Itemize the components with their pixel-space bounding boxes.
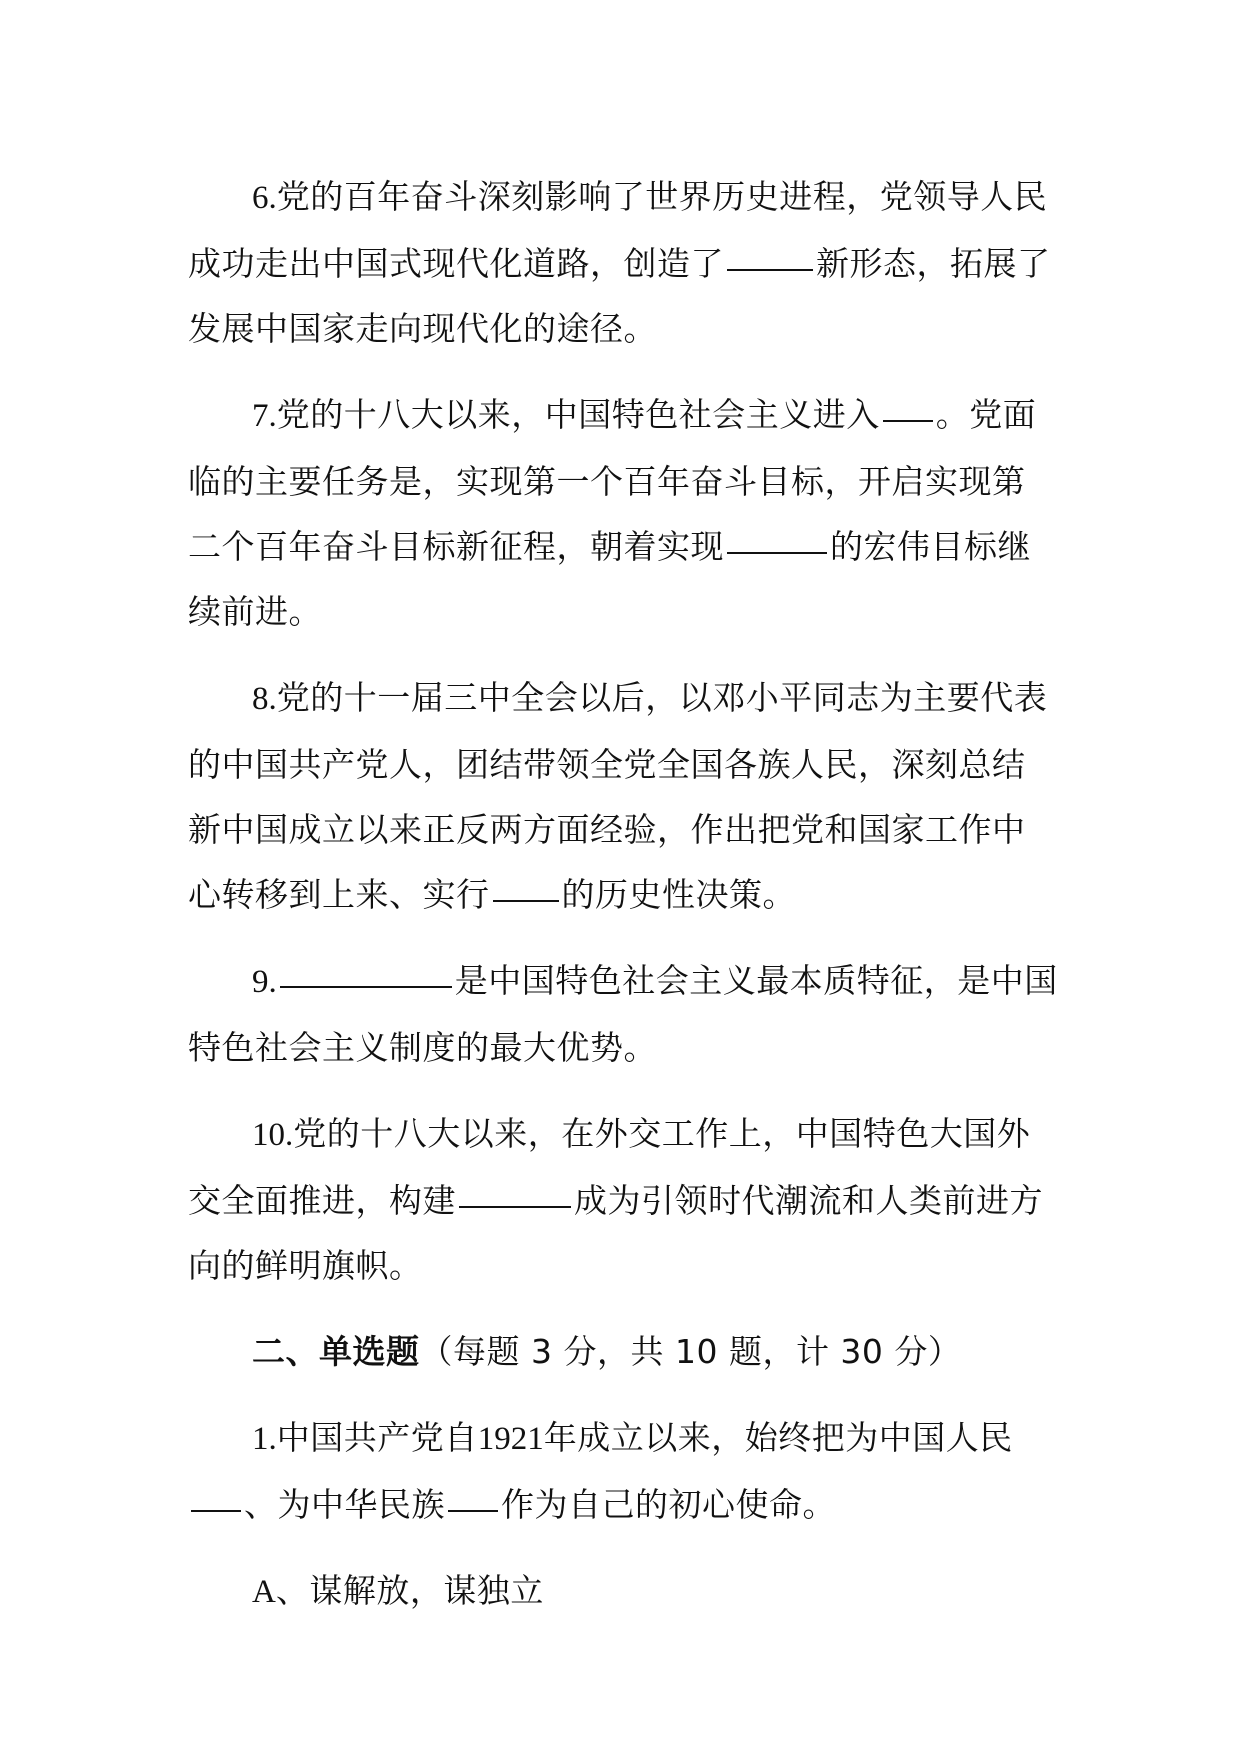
document-body xyxy=(188,164,1058,1646)
answer-blank xyxy=(459,1205,571,1208)
question-number: 7. xyxy=(252,398,277,434)
section-heading xyxy=(188,1319,1058,1384)
question-text: 党的百年奋斗深刻影响了世界历史进程，党领导人民成功走出中国式现代化道路，创造了 xyxy=(188,177,1048,283)
option-text: 、谋解放，谋独立 xyxy=(275,1571,544,1610)
question-text: 中国共产党自 xyxy=(276,1418,478,1457)
section-title: 二、单选题 xyxy=(252,1332,420,1371)
question-text: 的宏伟目标继续前进。 xyxy=(188,527,1031,631)
question-text: 作为自己的初心使命。 xyxy=(501,1485,836,1524)
question-text: 新形态，拓展了发展中国家走向现代化的途径。 xyxy=(188,244,1051,348)
question-text: 上来、实行 xyxy=(322,875,490,914)
question-6 xyxy=(188,164,1058,361)
answer-blank xyxy=(493,899,559,902)
question-text: 党的十一届三中全会以后，以邓小平同志为主要代表的中国共产党人，团结带领全党全国各族人民，深刻总结新中国成立以来正反两方面经验，作出把党和国家工作中心转移到 xyxy=(188,678,1048,914)
section-detail: （每题 3 分，共 10 题，计 30 分） xyxy=(419,1332,962,1371)
question-7 xyxy=(188,382,1058,644)
question-text: 、为中华民族 xyxy=(244,1485,445,1524)
question-number: 10. xyxy=(252,1117,294,1153)
answer-blank xyxy=(727,268,813,271)
question-8 xyxy=(188,665,1058,927)
question-text: 党的十八大以来，中国特色社会主义进入 xyxy=(276,395,880,434)
answer-blank xyxy=(448,1509,498,1512)
question-text: 成为引领时代潮流和人类前进方向的鲜明旗帜。 xyxy=(188,1181,1043,1285)
option-letter: A xyxy=(252,1574,276,1610)
question-number: 9. xyxy=(252,964,277,1000)
question-text: 是中国特色社会主义最本质特征，是中国特色社会主义制度的最大优势。 xyxy=(188,961,1058,1067)
question-10 xyxy=(188,1101,1058,1298)
question-9 xyxy=(188,948,1058,1080)
mc-question-1 xyxy=(188,1405,1058,1537)
question-text: 的历史性决策。 xyxy=(561,875,796,914)
question-text: 。党面临的主要任务是，实现第一个百年奋斗目标，开启实现第二个百年奋斗目标新征程，朝着实现 xyxy=(188,395,1037,566)
question-number: 8. xyxy=(252,681,277,717)
year-text: 1921 xyxy=(477,1421,544,1457)
answer-blank xyxy=(280,985,452,988)
answer-blank xyxy=(191,1509,241,1512)
option-a xyxy=(188,1558,1058,1625)
answer-blank xyxy=(727,551,827,554)
question-number: 1. xyxy=(252,1421,277,1457)
question-text: 党的十八大以来，在外交工作上，中国特色大国外交全面推进，构建 xyxy=(188,1114,1031,1220)
question-text: 年成立以来，始终把为中国人民 xyxy=(543,1418,1013,1457)
answer-blank xyxy=(883,419,933,422)
question-number: 6. xyxy=(252,180,277,216)
